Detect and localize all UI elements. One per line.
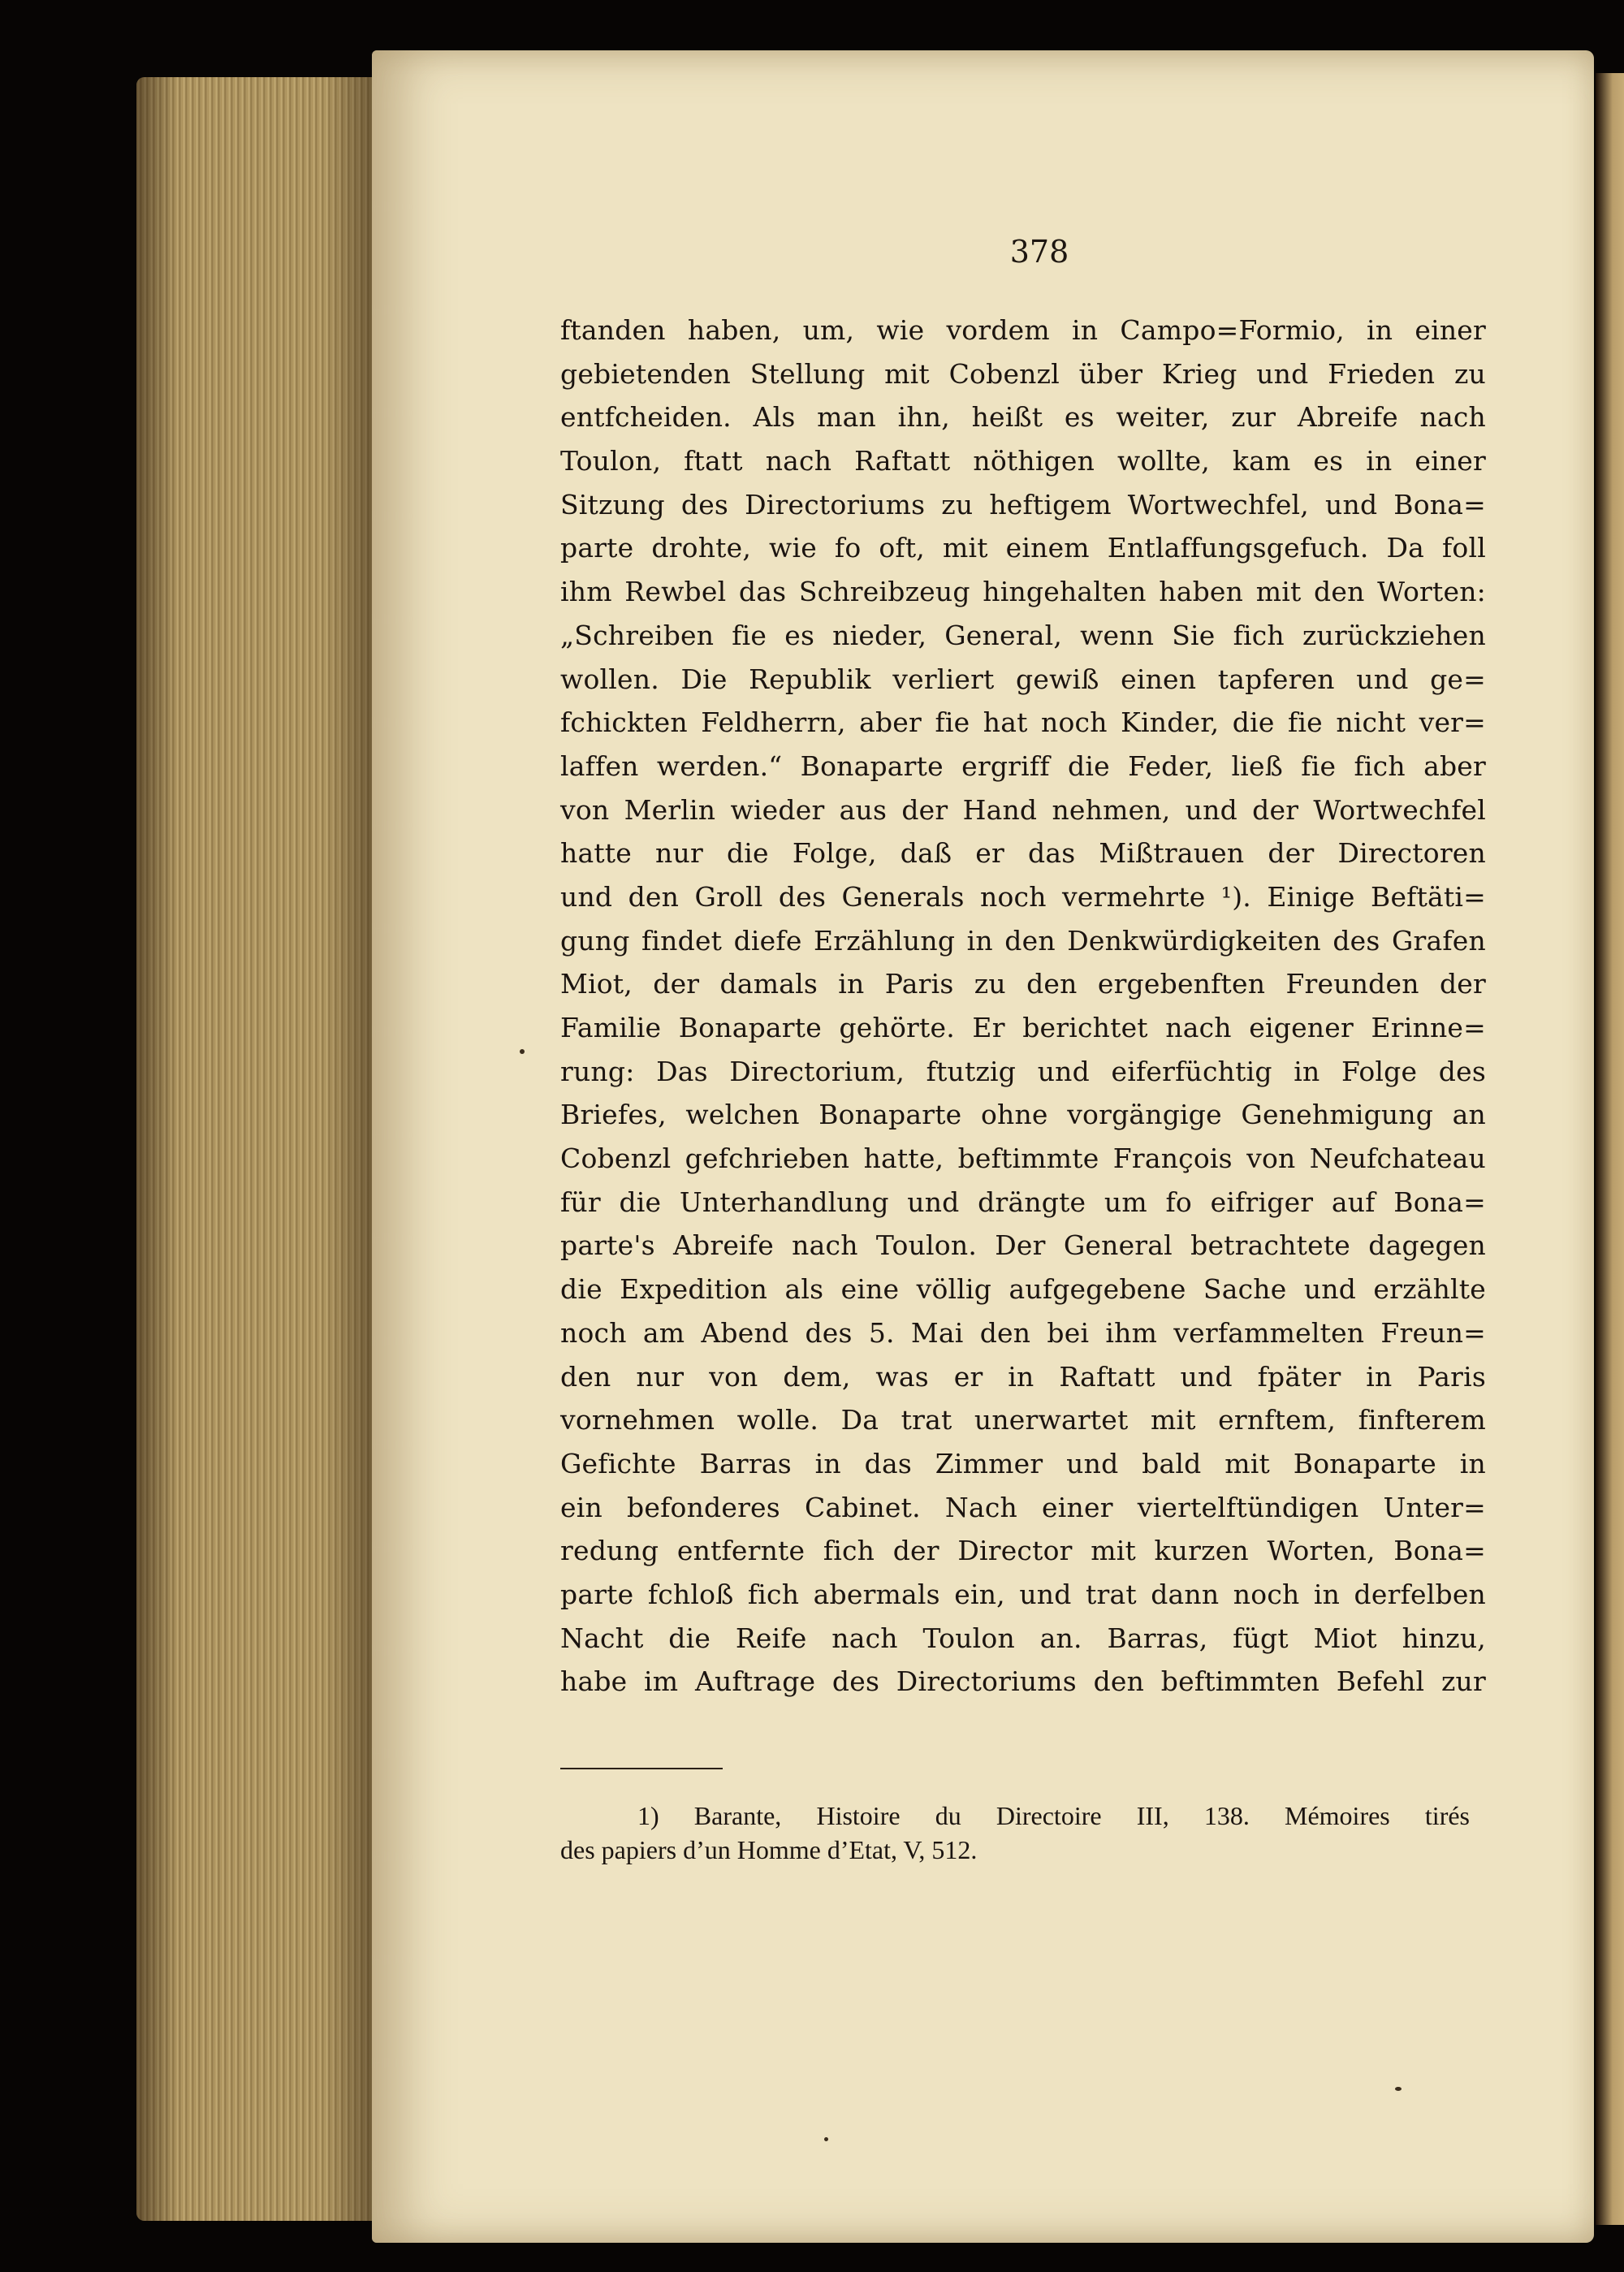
text-line: ftanden haben, um, wie vordem in Campo=Formio, in einer — [560, 314, 1486, 346]
text-line: parte's Abreife nach Toulon. Der General betrachtete dagegen — [560, 1229, 1486, 1262]
text-line: hatte nur die Folge, daß er das Mißtrauen der Directoren — [560, 837, 1486, 870]
footnote-divider — [560, 1768, 723, 1769]
body-text — [560, 309, 1486, 1704]
text-line: gung findet diefe Erzählung in den Denkwürdigkeiten des Grafen — [560, 924, 1486, 957]
text-line: Gefichte Barras in das Zimmer und bald mit Bonaparte in — [560, 1447, 1486, 1479]
text-line: rung: Das Directorium, ftutzig und eiferfüchtig in Folge des — [560, 1055, 1486, 1087]
page-number: 378 — [1009, 234, 1069, 270]
text-line: und den Groll des Generals noch vermehrte ¹). Einige Beftäti= — [560, 880, 1486, 913]
paper-speck — [824, 2137, 828, 2141]
text-line: den nur von dem, was er in Raftatt und fpäter in Paris — [560, 1360, 1486, 1393]
text-line: laffen werden.“ Bonaparte ergriff die Feder, ließ fie fich aber — [560, 749, 1486, 782]
footnotes — [560, 1799, 1470, 1867]
text-line: gebietenden Stellung mit Cobenzl über Krieg und Frieden zu — [560, 357, 1486, 390]
text-line: ein befonderes Cabinet. Nach einer viertelftündigen Unter= — [560, 1491, 1486, 1523]
footnote-line: des papiers d’un Homme d’Etat, V, 512. — [560, 1835, 978, 1864]
text-line: parte fchloß fich abermals ein, und trat dann noch in derfelben — [560, 1578, 1486, 1610]
text-line: entfcheiden. Als man ihn, heißt es weiter, zur Abreife nach — [560, 401, 1486, 434]
text-line: für die Unterhandlung und drängte um fo eifriger auf Bona= — [560, 1186, 1486, 1218]
text-line: parte drohte, wie fo oft, mit einem Entlaffungsgefuch. Da foll — [560, 532, 1486, 564]
text-line: Sitzung des Directoriums zu heftigem Wortwechfel, und Bona= — [560, 488, 1486, 520]
text-line: von Merlin wieder aus der Hand nehmen, und der Wortwechfel — [560, 793, 1486, 826]
text-line: redung entfernte fich der Director mit kurzen Worten, Bona= — [560, 1535, 1486, 1567]
text-line: vornehmen wolle. Da trat unerwartet mit ernftem, finfterem — [560, 1404, 1486, 1436]
text-line: wollen. Die Republik verliert gewiß einen tapferen und ge= — [560, 663, 1486, 695]
text-line: habe im Auftrage des Directoriums den beftimmten Befehl zur — [560, 1665, 1486, 1698]
footnote-line: 1) Barante, Histoire du Directoire III, 138. Mémoires tirés — [637, 1801, 1470, 1830]
paper-speck — [1395, 2087, 1402, 2091]
text-line: Miot, der damals in Paris zu den ergebenften Freunden der — [560, 968, 1486, 1000]
page-edges-shading — [136, 77, 372, 2221]
text-line: Familie Bonaparte gehörte. Er berichtet nach eigener Erinne= — [560, 1012, 1486, 1043]
text-line: Cobenzl gefchrieben hatte, beftimmte François von Neufchateau — [560, 1142, 1486, 1175]
paper-speck — [520, 1049, 525, 1054]
text-line: noch am Abend des 5. Mai den bei ihm verfammelten Freun= — [560, 1316, 1486, 1349]
text-line: „Schreiben fie es nieder, General, wenn Sie fich zurückziehen — [560, 619, 1486, 651]
text-line: Briefes, welchen Bonaparte ohne vorgängige Genehmigung an — [560, 1099, 1486, 1131]
text-line: Toulon, ftatt nach Raftatt nöthigen wollte, kam es in einer — [560, 445, 1486, 477]
text-line: fchickten Feldherrn, aber fie hat noch Kinder, die fie nicht ver= — [560, 706, 1486, 739]
text-line: Nacht die Reife nach Toulon an. Barras, fügt Miot hinzu, — [560, 1622, 1486, 1654]
text-line: die Expedition als eine völlig aufgegebene Sache und erzählte — [560, 1273, 1486, 1306]
text-line: ihm Rewbel das Schreibzeug hingehalten haben mit den Worten: — [560, 576, 1486, 608]
facing-page-edge — [1596, 73, 1624, 2225]
